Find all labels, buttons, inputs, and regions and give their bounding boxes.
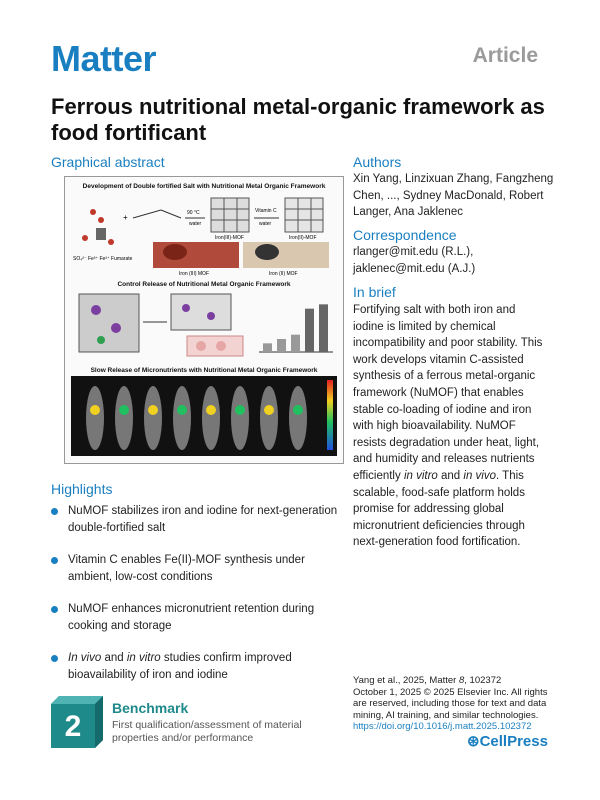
bullet-icon	[51, 606, 58, 613]
highlight-item	[51, 552, 351, 586]
highlight-item	[51, 601, 351, 635]
highlight-text: studies confirm improved bioavailability of iron and iodine	[68, 652, 292, 681]
highlight-item	[51, 650, 351, 684]
graphical-abstract-figure	[64, 176, 344, 464]
bullet-icon	[51, 508, 58, 515]
correspondence-emails	[353, 244, 563, 277]
signal-spot	[90, 405, 100, 415]
svg-text:90 °C: 90 °C	[187, 210, 200, 216]
cell-layer-icon	[187, 336, 243, 356]
svg-text:Iron(II)-MOF: Iron(II)-MOF	[289, 235, 317, 241]
mouse-silhouette	[289, 386, 307, 450]
signal-spot	[206, 405, 216, 415]
journal-name: Matter	[51, 38, 157, 79]
intensity-colorbar	[327, 380, 333, 450]
iron-iii-mof-icon	[211, 198, 249, 232]
svg-text:Iron(III)-MOF: Iron(III)-MOF	[215, 235, 244, 241]
bar	[277, 339, 286, 352]
highlight-text: and	[101, 652, 127, 664]
ga-panel-control-release	[71, 281, 337, 363]
signal-spot	[177, 405, 187, 415]
in-brief-italic1: in vitro	[403, 469, 438, 482]
copyright-line: October 1, 2025 © 2025 Elsevier Inc. All rights are reserved, including those for text and data mining, AI training, and similar technologies.	[353, 686, 548, 721]
authors-heading: Authors	[353, 154, 402, 170]
mouse-silhouette	[202, 386, 220, 450]
mouse-silhouette	[144, 386, 162, 450]
in-brief-part1: Fortifying salt with both iron and iodine is limited by chemical incompatibility and poor stability. This work develops vitamin C-assisted synthesis of a ferrous metal-organic framework (NuMOF) that enables stable co-loading of iodine and iron with high bioavailability. NuMOF resists degradation under heat, light, and humidity and releases nutrients efficiently	[353, 304, 543, 482]
signal-spot	[235, 405, 245, 415]
ga-panel3-title: Slow Release of Micronutrients with Nutritional Metal Organic Framework	[90, 367, 318, 374]
highlight-item	[51, 503, 351, 537]
graphical-abstract-heading: Graphical abstract	[51, 154, 165, 170]
authors-list: Xin Yang, Linzixuan Zhang, Fangzheng Chen, ..., Sydney MacDonald, Robert Langer, Ana Jaklenec	[353, 173, 554, 219]
svg-text:+: +	[123, 213, 128, 222]
svg-text:Iron (II) MOF: Iron (II) MOF	[269, 271, 298, 276]
signal-spot	[148, 405, 158, 415]
article-title: Ferrous nutritional metal-organic framework as food fortificant	[51, 94, 545, 145]
benchmark-description: First qualification/assessment of material properties and/or performance	[112, 719, 302, 744]
signal-spot	[264, 405, 274, 415]
correspondence-email-2[interactable]: jaklenec@mit.edu (A.J.)	[353, 262, 476, 275]
doi-link[interactable]: https://doi.org/10.1016/j.matt.2025.102372	[353, 721, 532, 732]
ga-panel-slow-release	[71, 367, 337, 457]
svg-text:Vitamin C: Vitamin C	[255, 208, 277, 214]
mouse-silhouette	[173, 386, 191, 450]
svg-text:water: water	[189, 221, 202, 227]
ga-panel1-illustration	[71, 190, 337, 276]
highlight-italic: In vivo	[68, 652, 102, 664]
ga-panel2-title: Control Release of Nutritional Metal Organic Framework	[117, 281, 291, 288]
highlight-italic: in vitro	[126, 652, 161, 664]
in-brief-heading: In brief	[353, 284, 396, 300]
highlights-list	[51, 503, 351, 699]
bar	[291, 335, 300, 352]
in-brief-part3: . This scalable, food-safe platform holds promise for addressing global micronutrient deficiencies through next-generation food fortification.	[353, 469, 525, 549]
mouse-silhouette	[231, 386, 249, 450]
benchmark-title: Benchmark	[112, 700, 189, 716]
ga-panel3-illustration	[71, 374, 337, 456]
in-brief-italic2: in vivo	[463, 469, 496, 482]
mouse-silhouette	[260, 386, 278, 450]
in-brief-part2: and	[437, 469, 464, 482]
svg-text:SO₄²⁻ Fe³⁺ Fe²⁺ Fumarate: SO₄²⁻ Fe³⁺ Fe²⁺ Fumarate	[73, 256, 133, 262]
release-mof-icon	[171, 294, 231, 330]
bar	[305, 309, 314, 352]
bar	[263, 343, 272, 352]
mof-lattice-icon	[79, 294, 139, 352]
citation-block	[353, 675, 553, 733]
mouse-silhouette	[86, 386, 104, 450]
citation-line: Yang et al., 2025, Matter 8, 102372	[353, 675, 502, 686]
benchmark-level-icon	[51, 696, 103, 748]
svg-text:Iron (III) MOF: Iron (III) MOF	[179, 271, 209, 276]
ga-panel-development	[71, 183, 337, 278]
mouse-silhouette	[115, 386, 133, 450]
ga-panel1-title: Development of Double fortified Salt with Nutritional Metal Organic Framework	[82, 183, 326, 190]
highlight-text: Vitamin C enables Fe(II)-MOF synthesis under ambient, low-cost conditions	[68, 554, 305, 583]
iron-sulfate-molecule-icon	[82, 209, 114, 245]
absorption-bar-chart	[259, 304, 333, 352]
correspondence-email-1[interactable]: rlanger@mit.edu (R.L.),	[353, 246, 474, 258]
svg-text:water: water	[259, 221, 272, 227]
highlight-text: NuMOF enhances micronutrient retention during cooking and storage	[68, 603, 315, 632]
bullet-icon	[51, 557, 58, 564]
cellpress-logo	[467, 732, 548, 750]
highlights-heading: Highlights	[51, 481, 113, 497]
bullet-icon	[51, 655, 58, 662]
publisher-name: CellPress	[479, 733, 548, 750]
ga-panel2-illustration	[71, 288, 337, 362]
highlight-text: NuMOF stabilizes iron and iodine for next-generation double-fortified salt	[68, 505, 338, 534]
in-brief-text	[353, 302, 546, 551]
signal-spot	[293, 405, 303, 415]
cellpress-mark-icon: ⊛	[467, 733, 480, 750]
correspondence-heading: Correspondence	[353, 227, 457, 243]
article-type-label: Article	[472, 44, 538, 67]
benchmark-number: 2	[64, 710, 82, 743]
fumarate-molecule-icon	[133, 210, 181, 218]
iron-ii-mof-icon	[285, 198, 323, 232]
bar	[319, 304, 328, 352]
signal-spot	[119, 405, 129, 415]
